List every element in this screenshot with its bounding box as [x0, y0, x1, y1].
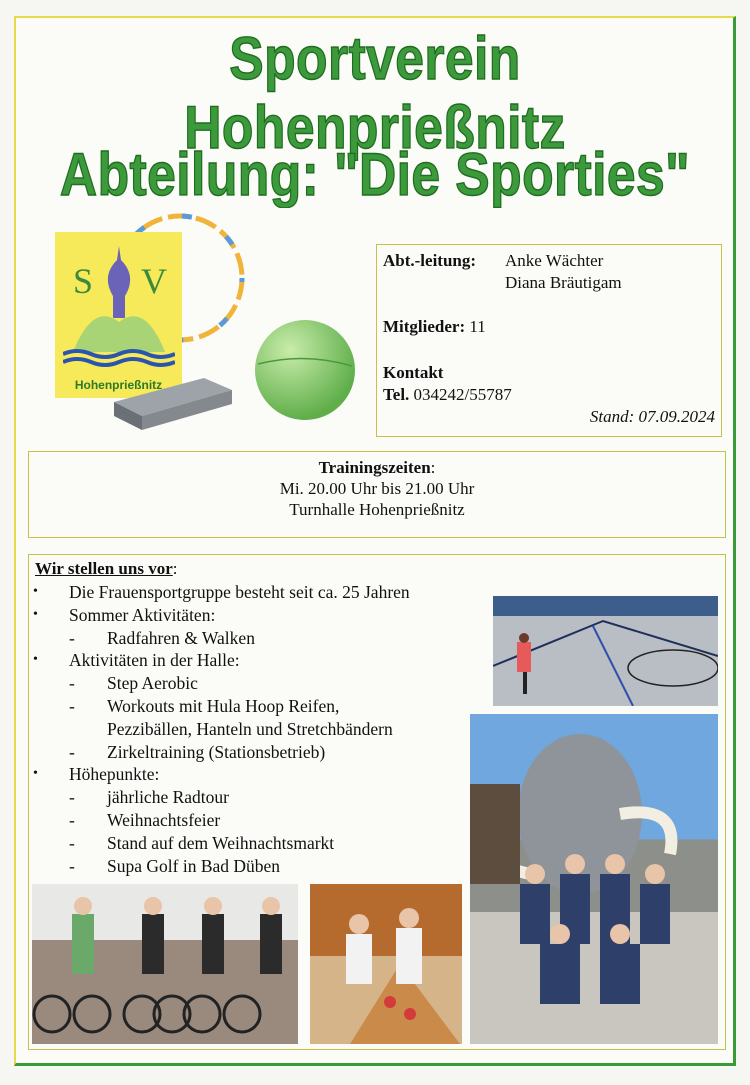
gym-ball-icon [250, 316, 360, 424]
step-board-icon [108, 372, 236, 436]
stand-date: Stand: 07.09.2024 [589, 407, 715, 426]
times-line-1: Mi. 20.00 Uhr bis 21.00 Uhr [279, 479, 475, 498]
mitglieder-value: 11 [469, 317, 486, 336]
logo-letter-v: V [141, 261, 167, 301]
bullet-item: • Die Frauensportgruppe besteht seit ca. 25 Jahren [29, 581, 410, 604]
sub-item: - jährliche Radtour [29, 786, 410, 809]
sub-item: Pezzibällen, Hanteln und Stretchbändern [107, 718, 393, 739]
logo-name: Hohenprießnitz [74, 378, 163, 392]
leitung-name-2: Diana Bräutigam [505, 273, 622, 292]
bullet-item: • Höhepunkte: [29, 763, 410, 786]
times-line-2: Turnhalle Hohenprießnitz [289, 500, 465, 519]
department-info-box [376, 244, 722, 437]
leitung-name-1: Anke Wächter [505, 251, 604, 270]
sub-item: - Zirkeltraining (Stationsbetrieb) [29, 741, 410, 764]
sub-item: - Supa Golf in Bad Düben [29, 855, 410, 878]
logo-letter-s: S [73, 261, 94, 301]
photo-gym-hall [493, 596, 718, 706]
times-heading: Trainingszeiten [318, 458, 431, 477]
sub-item: - Weihnachtsfeier [29, 809, 410, 832]
presentation-heading: Wir stellen uns vor [35, 559, 173, 578]
mitglieder-label: Mitglieder: [383, 317, 466, 336]
church-tower-icon [63, 242, 175, 372]
bullet-item: • Aktivitäten in der Halle: [29, 649, 410, 672]
presentation-box: Wir stellen uns vor: • Die Frauensportgruppe besteht seit ca. 25 Jahren • Sommer Aktivitäten: - Radfahren & Walken • Aktivitäten in der Halle: - Step Aerobic - Workouts mit Hula Hoop Reifen, Pezzibällen, Hanteln und Stretchbändern - Zirkeltraining (Stationsbetrieb) • Höhepunkte: - jährliche Radtour - Weihnachtsfeier - Stand auf dem Weihnachtsmarkt - Supa Golf in Bad Düben [28, 554, 726, 1050]
sub-item: - Step Aerobic [29, 672, 410, 695]
photo-bowling [310, 884, 462, 1044]
sub-item: - Stand auf dem Weihnachtsmarkt [29, 832, 410, 855]
training-times-box: Trainingszeiten: Mi. 20.00 Uhr bis 21.00 Uhr Turnhalle Hohenprießnitz [28, 451, 726, 538]
kontakt-label: Kontakt [383, 363, 444, 382]
leitung-label: Abt.-leitung: [383, 251, 477, 270]
photo-bike-tour [32, 884, 298, 1044]
tel-label: Tel. [383, 385, 410, 404]
activity-list [29, 581, 410, 877]
tel-value[interactable]: 034242/55787 [413, 385, 512, 404]
page-title: Sportverein Hohenprießnitz [184, 25, 566, 161]
bullet-item: • Sommer Aktivitäten: [29, 604, 410, 627]
photo-mammoth-group [470, 714, 718, 1044]
page-subtitle: Abteilung: "Die Sporties" [59, 141, 691, 208]
sub-item: - Workouts mit Hula Hoop Reifen, [29, 695, 410, 718]
sub-item: - Radfahren & Walken [29, 627, 410, 650]
